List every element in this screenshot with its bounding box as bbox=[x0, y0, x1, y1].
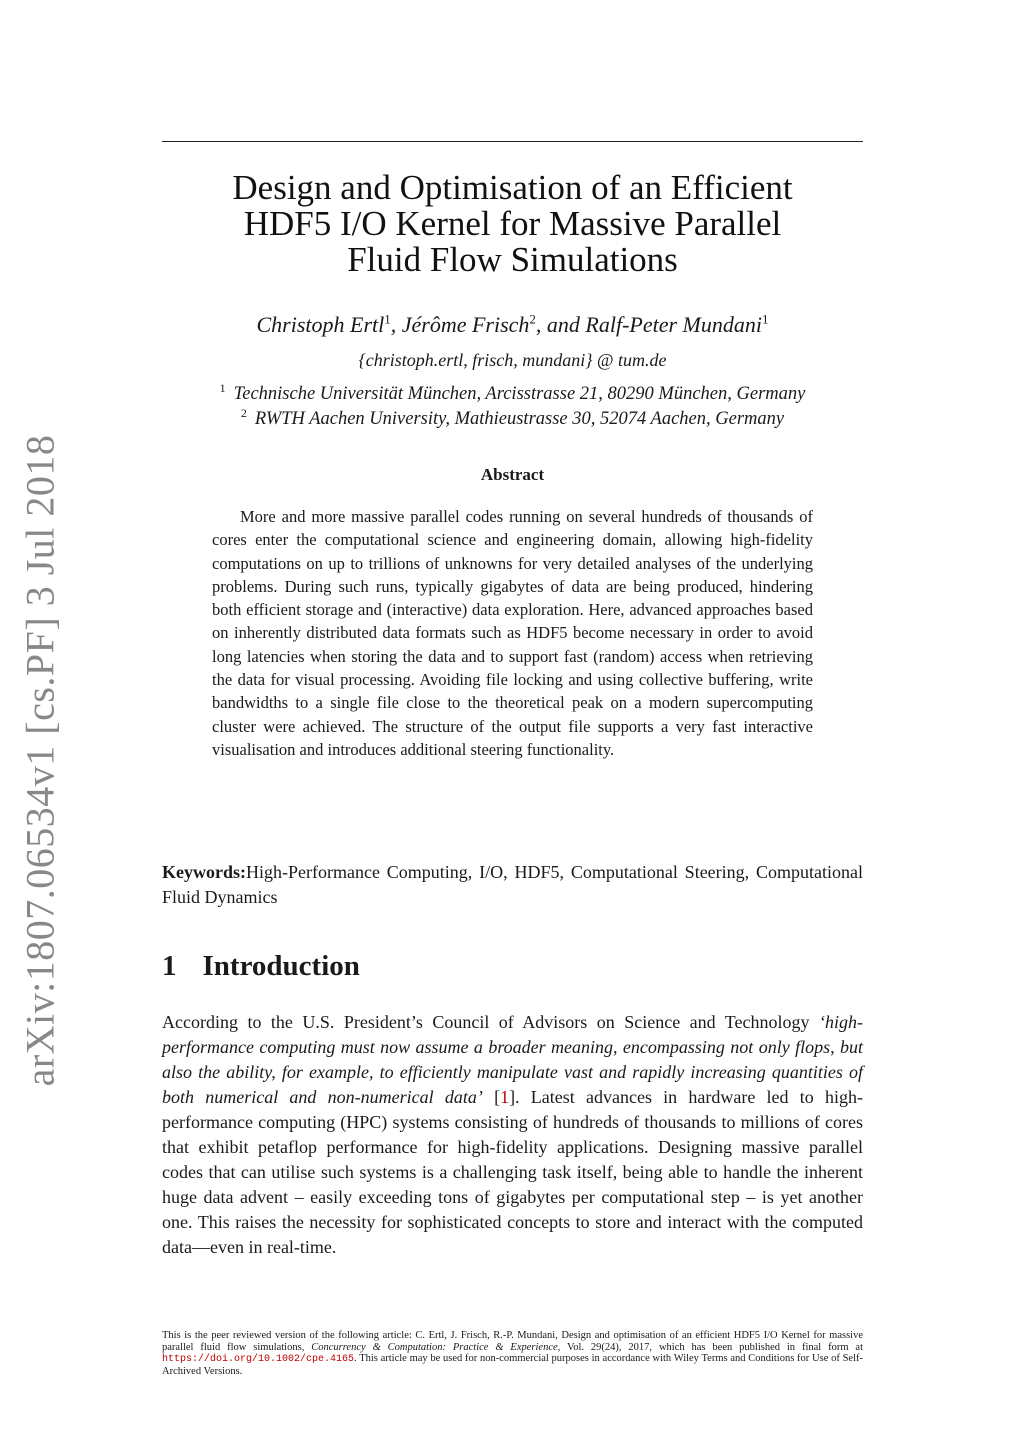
keywords-list: High-Performance Computing, I/O, HDF5, Computational Steering, Computational Fluid Dynamics bbox=[162, 862, 863, 907]
author-list bbox=[162, 312, 863, 338]
author-emails: {christoph.ertl, frisch, mundani} @ tum.de bbox=[358, 350, 667, 370]
author-affil-mark: 2 bbox=[529, 311, 536, 327]
section-number: 1 bbox=[162, 950, 177, 982]
author-name: Christoph Ertl bbox=[256, 312, 385, 337]
keywords-label: Keywords: bbox=[162, 862, 246, 882]
keywords bbox=[162, 860, 863, 909]
author-affil-mark: 1 bbox=[762, 311, 769, 327]
intro-rest: Latest advances in hardware led to high-performance computing (HPC) systems consisting of hundreds of thousands to millions of cores that exhibit petaflop performance for high-fidelity applications. Designing massive parallel codes that can utilise such systems is a challenging task itself, being able to handle the inherent huge data advent – easily exceeding tons of gigabytes per computational step – is yet another one. This raises the necessity for sophisticated concepts to store and interact with the computed data—even in real-time. bbox=[162, 1087, 863, 1257]
arxiv-identifier-stamp bbox=[17, 434, 63, 1086]
section-title: Introduction bbox=[202, 950, 360, 982]
intro-paragraph bbox=[162, 1010, 863, 1260]
cite-close: ]. bbox=[509, 1087, 520, 1107]
footnote bbox=[162, 1330, 863, 1377]
author-separator: , and bbox=[535, 312, 586, 337]
author-affil-mark: 1 bbox=[384, 311, 391, 327]
author-separator: , bbox=[390, 312, 402, 337]
footnote-part1: This is the peer reviewed version of the following article: C. Ertl, J. Frisch, R.-P. Mundani, Design and optimisation of an efficient HDF5 I/O Kernel for massive parallel fluid flow simulations, bbox=[162, 1330, 863, 1353]
arxiv-id-text: arXiv:1807.06534v1 [cs.PF] 3 Jul 2018 bbox=[17, 434, 63, 1086]
cite-open: [ bbox=[482, 1087, 501, 1107]
intro-lead: According to the U.S. President’s Council of Advisors on Science and Technology bbox=[162, 1012, 819, 1032]
footnote-journal: Concurrency & Computation: Practice & Experience bbox=[311, 1341, 558, 1353]
abstract-body: More and more massive parallel codes running on several hundreds of thousands of cores enter the computational science and engineering domain, allowing high-fidelity computations on up to trillions of unknowns for very detailed analyses of the underlying problems. During such runs, typically gigabytes of data are being produced, hindering both efficient storage and (interactive) data exploration. Here, advanced approaches based on inherently distributed data formats such as HDF5 become necessary in order to avoid long latencies when storing the data and to support fast (random) access when retrieving the data for visual processing. Avoiding file locking and using collective buffering, write bandwidths to a single file close to the theoretical peak on a modern supercomputing cluster were achieved. The structure of the output file supports a very fast interactive visualisation and introduces additional steering functionality. bbox=[212, 507, 813, 759]
affiliation-number: 2 bbox=[240, 405, 247, 420]
top-rule bbox=[162, 141, 863, 142]
footnote-part2: , Vol. 29(24), 2017, which has been published in final form at bbox=[557, 1341, 863, 1353]
citation-link[interactable]: 1 bbox=[500, 1087, 510, 1107]
intro-quote: ‘high-performance computing must now assume a broader meaning, encompassing not only flops, but also the ability, for example, to efficiently manipulate vast and rapidly increasing quantities of both numerical and non-numerical data’ bbox=[162, 1012, 863, 1107]
title-line: Fluid Flow Simulations bbox=[347, 240, 678, 279]
affiliation-2 bbox=[162, 405, 863, 430]
footnote-part3: . This article may be used for non-commercial purposes in accordance with Wiley Terms and Conditions for Use of Self-Archived Versions. bbox=[162, 1353, 863, 1377]
affiliation-1 bbox=[162, 380, 863, 405]
author-name: Jérôme Frisch bbox=[401, 312, 530, 337]
doi-link[interactable]: https://doi.org/10.1002/cpe.4165 bbox=[162, 1354, 355, 1366]
paper-title bbox=[162, 170, 863, 278]
abstract-heading: Abstract bbox=[480, 465, 545, 484]
section-heading-introduction bbox=[162, 950, 360, 983]
title-line: HDF5 I/O Kernel for Massive Parallel bbox=[243, 204, 782, 243]
title-line: Design and Optimisation of an Efficient bbox=[232, 168, 793, 207]
affiliation-number: 1 bbox=[219, 380, 226, 395]
affiliation-text: Technische Universität München, Arcisstrasse 21, 80290 München, Germany bbox=[233, 384, 806, 404]
author-name: Ralf-Peter Mundani bbox=[585, 312, 762, 337]
affiliation-text: RWTH Aachen University, Mathieustrasse 30, 52074 Aachen, Germany bbox=[254, 409, 785, 429]
